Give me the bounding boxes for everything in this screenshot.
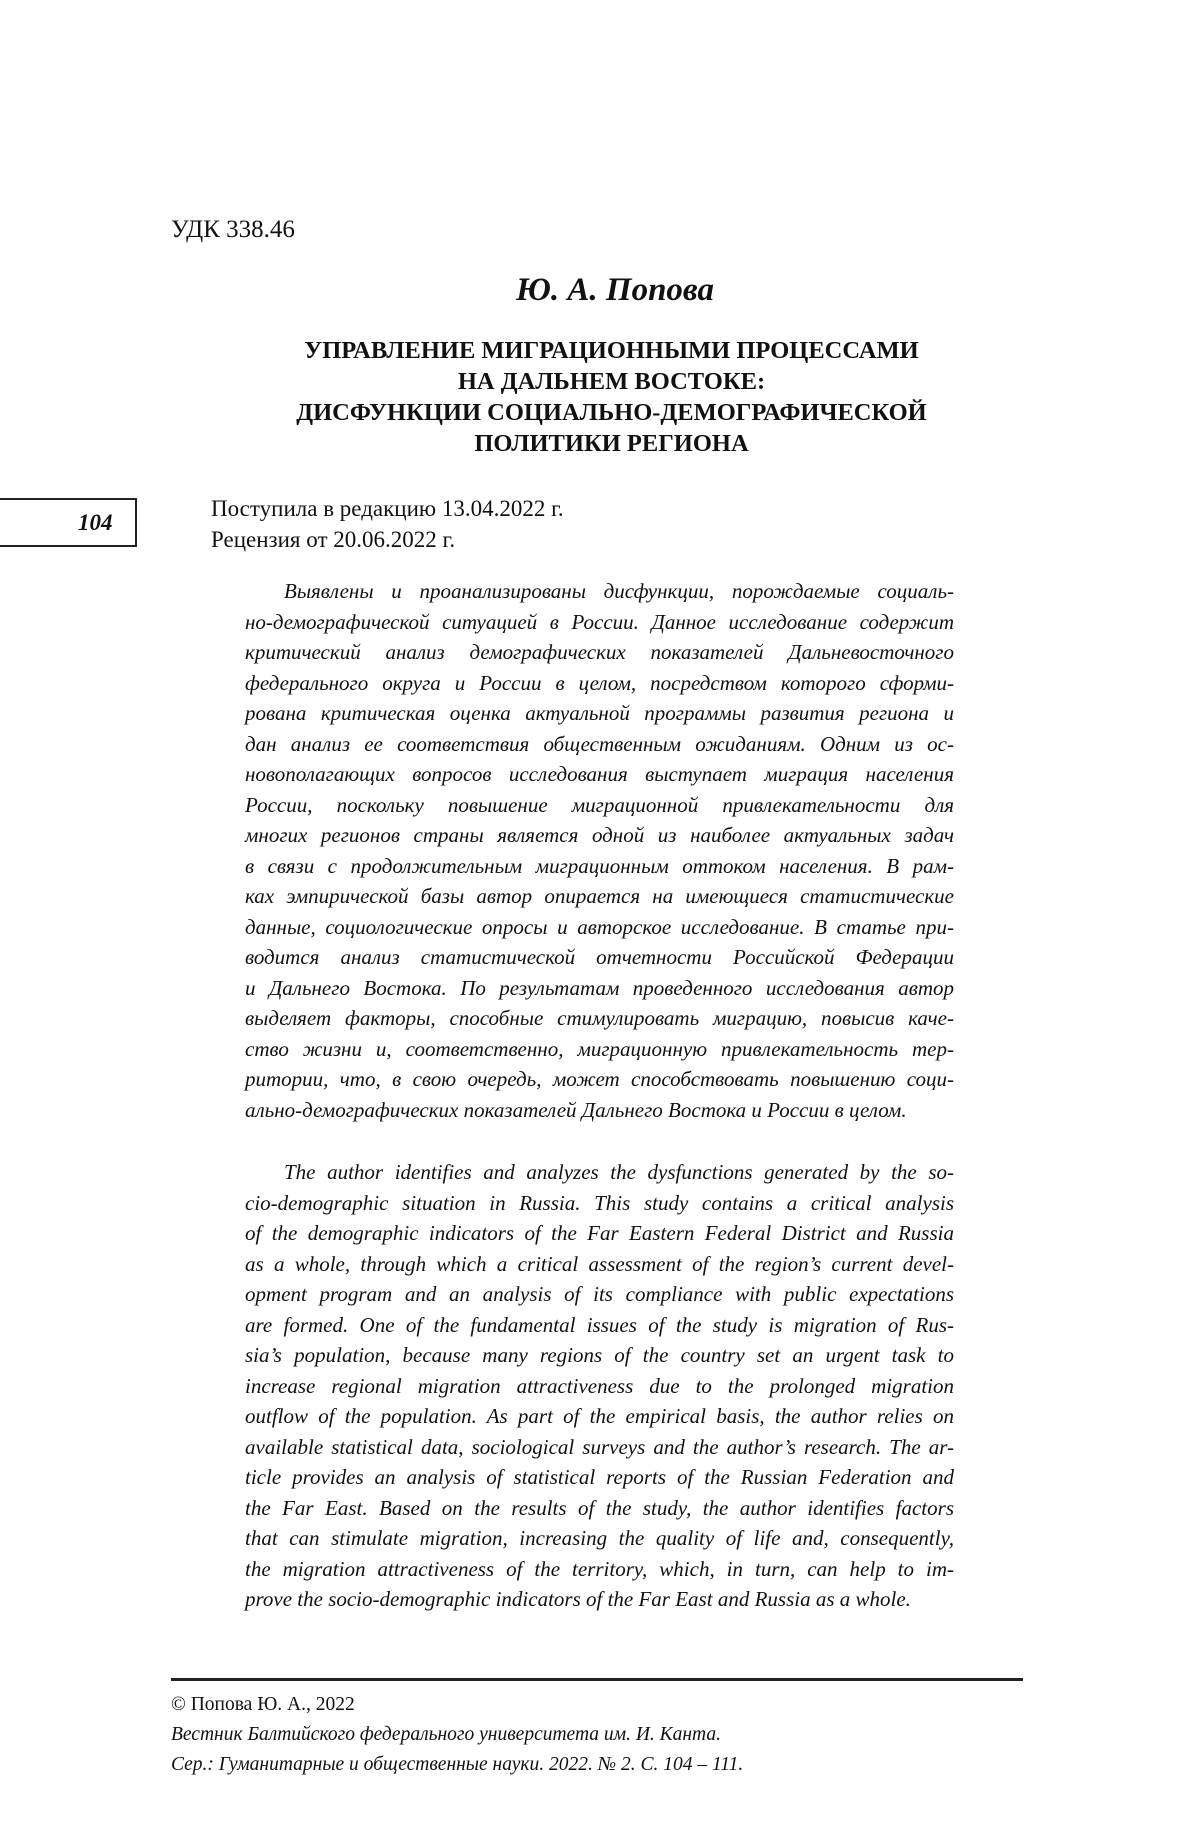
title-line: НА ДАЛЬНЕМ ВОСТОКЕ: — [457, 368, 766, 395]
abstract-line: as a whole, through which a critical assessment of the region’s current devel- — [245, 1251, 954, 1276]
abstract-line: Выявлены и проанализированы дисфункции, порождаемые социаль- — [284, 579, 954, 603]
abstract-line: available statistical data, sociological surveys and the author’s research. The ar- — [245, 1434, 954, 1459]
abstract-line: ство жизни и, соответственно, миграционную привлекательность тер- — [245, 1036, 954, 1061]
abstract-line: но-демографической ситуацией в России. Данное исследование содержит — [245, 609, 954, 634]
abstract-line: рована критическая оценка актуальной программы развития региона и — [245, 701, 954, 725]
received-date: Поступила в редакцию 13.04.2022 г. — [211, 496, 564, 521]
abstract-line: sia’s population, because many regions of the country set an urgent task to — [245, 1343, 954, 1367]
title-line: ДИСФУНКЦИИ СОЦИАЛЬНО-ДЕМОГРАФИЧЕСКОЙ — [296, 399, 927, 426]
abstract-line: России, поскольку повышение миграционной привлекательности для — [245, 792, 954, 817]
abstract-line: prove the socio-demographic indicators of the Far East and Russia as a whole. — [245, 1587, 911, 1611]
abstract-line: выделяет факторы, способные стимулировать миграцию, повысив каче- — [245, 1006, 954, 1030]
page-number-box — [0, 498, 137, 547]
abstract-line: и Дальнего Востока. По результатам проведенного исследования автор — [245, 975, 954, 1000]
footer-divider — [171, 1678, 1023, 1681]
author-name: Ю. А. Попова — [516, 272, 714, 308]
abstract-line: the Far East. Based on the results of the study, the author identifies factors — [245, 1495, 954, 1520]
journal-line: Вестник Балтийского федерального университета им. И. Канта. — [171, 1724, 721, 1745]
abstract-line: are formed. One of the fundamental issues of the study is migration of Rus- — [245, 1312, 954, 1337]
copyright-line: © Попова Ю. А., 2022 — [171, 1694, 355, 1715]
abstract-line: дан анализ ее соответствия общественным ожиданиям. Одним из ос- — [245, 731, 954, 756]
title-line: УПРАВЛЕНИЕ МИГРАЦИОННЫМИ ПРОЦЕССАМИ — [304, 337, 919, 364]
abstract-line: водится анализ статистической отчетности Российской Федерации — [245, 945, 954, 969]
abstract-line: ках эмпирической базы автор опирается на имеющиеся статистические — [245, 884, 954, 908]
udk-code: УДК 338.46 — [171, 216, 295, 243]
abstract-line: в связи с продолжительным миграционным оттоком населения. В рам- — [245, 853, 954, 878]
abstract-russian — [245, 576, 954, 1125]
abstract-line: ticle provides an analysis of statistical reports of the Russian Federation and — [245, 1465, 954, 1489]
abstract-line: новополагающих вопросов исследования выступает миграция населения — [245, 762, 954, 786]
abstract-line: of the demographic indicators of the Far Eastern Federal District and Russia — [245, 1221, 954, 1245]
page-number: 104 — [78, 510, 113, 535]
submission-dates — [211, 493, 564, 555]
abstract-line: федерального округа и России в целом, посредством которого сформи- — [245, 670, 954, 695]
review-date: Рецензия от 20.06.2022 г. — [211, 527, 456, 552]
abstract-line: that can stimulate migration, increasing the quality of life and, consequently, — [245, 1526, 954, 1550]
abstract-line: the migration attractiveness of the territory, which, in turn, can help to im- — [245, 1556, 954, 1581]
article-title — [0, 335, 1200, 459]
abstract-line: The author identifies and analyzes the dysfunctions generated by the so- — [284, 1160, 954, 1184]
abstract-line: cio-demographic situation in Russia. This study contains a critical analysis — [245, 1190, 954, 1215]
title-line: ПОЛИТИКИ РЕГИОНА — [474, 430, 749, 457]
abstract-line: ритории, что, в свою очередь, может способствовать повышению соци- — [245, 1067, 954, 1091]
abstract-line: ально-демографических показателей Дальнего Востока и России в целом. — [245, 1097, 907, 1122]
abstract-line: opment program and an analysis of its compliance with public expectations — [245, 1282, 954, 1306]
series-line: Сер.: Гуманитарные и общественные науки. 2022. № 2. С. 104 – 111. — [171, 1754, 744, 1775]
abstract-line: данные, социологические опросы и авторское исследование. В статье при- — [245, 914, 954, 939]
footer-citation — [171, 1690, 743, 1780]
abstract-line: outflow of the population. As part of the empirical basis, the author relies on — [245, 1404, 954, 1428]
abstract-english — [245, 1157, 954, 1615]
abstract-line: критический анализ демографических показателей Дальневосточного — [245, 640, 954, 664]
abstract-line: многих регионов страны является одной из наиболее актуальных задач — [245, 823, 954, 847]
abstract-line: increase regional migration attractiveness due to the prolonged migration — [245, 1373, 954, 1398]
